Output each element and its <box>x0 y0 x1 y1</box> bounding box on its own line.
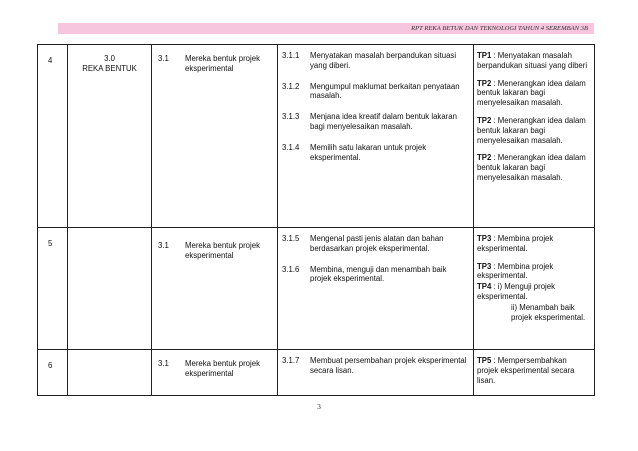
sub-code: 3.1.3 <box>282 112 300 122</box>
week-number: 4 <box>38 45 68 228</box>
list-item <box>282 112 469 132</box>
learning-standard-cell <box>278 228 474 350</box>
tp-code: TP5 <box>477 356 492 365</box>
page-number: 3 <box>317 402 321 411</box>
header-bar <box>58 23 594 34</box>
standard-cell <box>152 45 278 228</box>
performance-level-cell <box>474 45 595 228</box>
tp-text: : Mempersembahkan projek eksperimental secara lisan. <box>477 356 575 385</box>
topic-title: REKA BENTUK <box>82 63 137 73</box>
standard-code: 3.1 <box>158 54 169 63</box>
list-item <box>282 143 469 163</box>
tp-text: : Menerangkan idea dalam bentuk lakaran bagi menyelesaikan masalah. <box>477 153 586 182</box>
list-item <box>477 356 590 385</box>
learning-standard-cell <box>278 350 474 396</box>
sub-text: Menjana idea kreatif dalam bentuk lakaran bagi menyelesaikan masalah. <box>310 112 457 131</box>
sub-text: Menyatakan masalah berpandukan situasi yang diberi. <box>310 51 457 70</box>
tp-code: TP2 <box>477 153 492 163</box>
standard-cell <box>152 228 278 350</box>
sub-text: Mengenal pasti jenis alatan dan bahan berdasarkan projek eksperimental. <box>310 234 444 253</box>
list-item <box>477 153 590 182</box>
tp-code: TP3 <box>477 261 492 271</box>
tp-text: : i) Menguji projek eksperimental. <box>477 282 556 301</box>
tp-text: : Menyatakan masalah berpandukan situasi yang diberi <box>477 51 588 70</box>
list-item <box>477 79 590 108</box>
tp-code: TP1 <box>477 51 492 60</box>
tp-code: TP2 <box>477 78 492 88</box>
list-item <box>477 116 590 145</box>
sub-text: Memilih satu lakaran untuk projek eksperimental. <box>310 142 427 162</box>
list-item <box>282 51 469 71</box>
tp-text: : Menerangkan idea dalam bentuk lakaran bagi menyelesaikan masalah. <box>477 115 586 145</box>
sub-code: 3.1.7 <box>282 356 300 365</box>
list-item <box>282 356 469 376</box>
standard-code: 3.1 <box>158 359 169 368</box>
rpt-table <box>37 44 595 396</box>
table-row <box>38 45 595 228</box>
list-item <box>282 82 469 102</box>
learning-standard-cell <box>278 45 474 228</box>
header-title: RPT REKA BETUK DAN TEKNOLOGI TAHUN 4 SEREMBAN 3B <box>411 25 588 32</box>
sub-code: 3.1.5 <box>282 234 300 243</box>
standard-text: Mereka bentuk projek eksperimental <box>185 241 260 260</box>
sub-text: Membina, menguji dan menambah baik projek eksperimental. <box>310 264 447 284</box>
standard-cell <box>152 350 278 396</box>
sub-text: Membuat persembahan projek eksperimental secara lisan. <box>310 356 467 375</box>
list-item <box>477 282 590 302</box>
topic-cell <box>68 45 152 228</box>
standard-code: 3.1 <box>158 241 169 250</box>
week-number: 5 <box>38 228 68 350</box>
table-row <box>38 350 595 396</box>
standard-text: Mereka bentuk projek eksperimental <box>185 359 260 378</box>
tp-text: : Membina projek eksperimental. <box>477 261 554 281</box>
standard-text: Mereka bentuk projek eksperimental <box>185 54 260 73</box>
topic-code: 3.0 <box>104 54 115 63</box>
sub-code: 3.1.1 <box>282 51 300 60</box>
topic-cell <box>68 350 152 396</box>
tp-text: : Membina projek eksperimental. <box>477 234 554 253</box>
tp-code: TP3 <box>477 234 492 243</box>
tp-text: : Menerangkan idea dalam bentuk lakaran bagi menyelesaikan masalah. <box>477 78 586 108</box>
performance-level-cell <box>474 350 595 396</box>
sub-code: 3.1.4 <box>282 142 300 152</box>
tp-text: ii) Menambah baik projek eksperimental. <box>511 302 586 322</box>
tp-code: TP2 <box>477 115 492 125</box>
sub-code: 3.1.6 <box>282 264 300 274</box>
topic-cell <box>68 228 152 350</box>
sub-code: 3.1.2 <box>282 81 300 91</box>
tp-code: TP4 <box>477 282 492 292</box>
list-item <box>477 303 590 323</box>
list-item <box>477 51 590 71</box>
week-number: 6 <box>38 350 68 396</box>
list-item <box>282 234 469 254</box>
sub-text: Mengumpul maklumat berkaitan penyataan masalah. <box>310 81 460 101</box>
list-item <box>477 262 590 282</box>
list-item <box>477 234 590 254</box>
list-item <box>282 265 469 285</box>
table-row <box>38 228 595 350</box>
performance-level-cell <box>474 228 595 350</box>
